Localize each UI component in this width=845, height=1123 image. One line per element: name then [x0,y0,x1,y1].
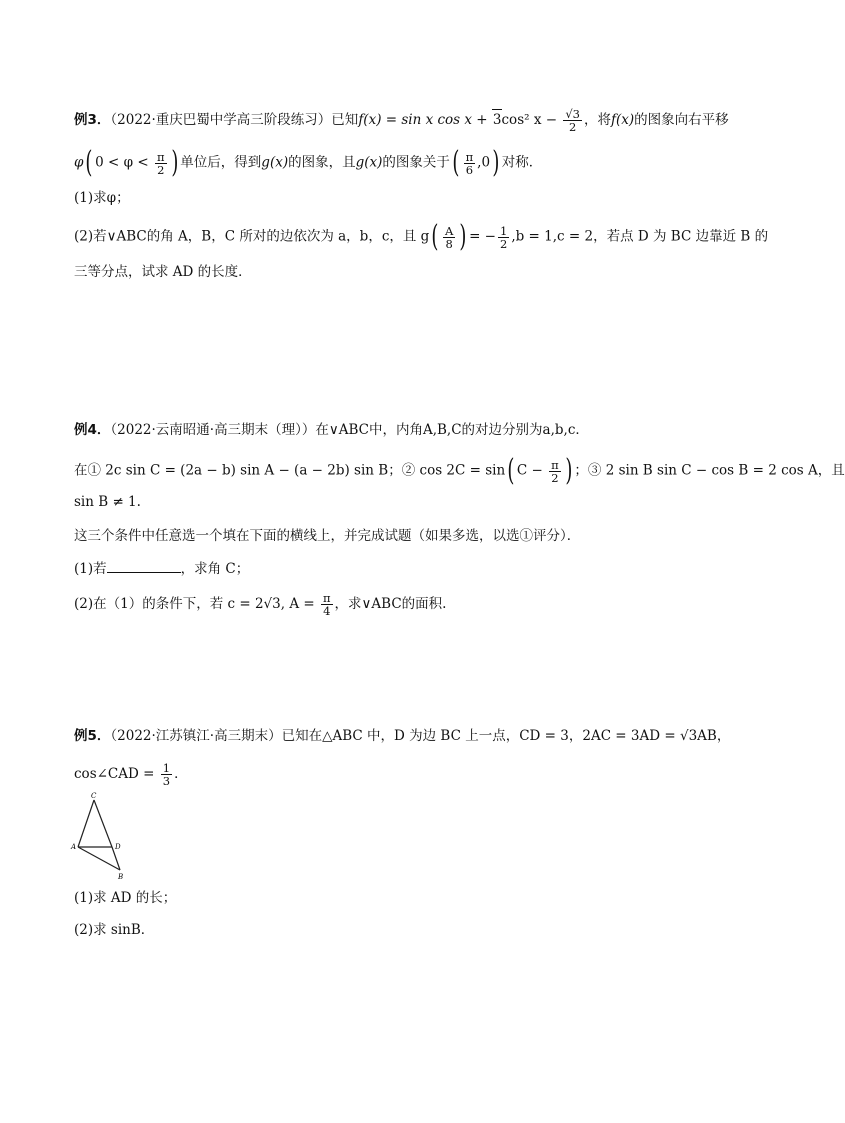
ex3-text3: 单位后，得到 [180,154,262,171]
ex3-1-2: $\frac{1}{2}$ [499,223,508,251]
ex3-source: （2022·重庆巴蜀中学高三阶段练习）已知 [110,112,359,128]
ex4-instruction: 这三个条件中任意选一个填在下面的横线上，并完成试题（如果多选，以选①评分）． [74,528,581,544]
ex3-q1: (1)求φ； [74,190,130,206]
ex4-line-2: 在① 2c sin C = (2a − b) sin A − (a − 2b) sin B；② cos 2C = sin( C − $\frac{\pi}{2}$ ) ；③ 2 sin B sin C − cos B = 2 cos A，且 [74,453,845,488]
ex5-line-1 [74,726,730,746]
ex3-pi-2: $\frac{\pi}{2}$ [157,149,165,177]
ex3-point-tail: ,0 [477,154,491,171]
ex4-sinb: sin B ≠ 1. [74,494,141,510]
ex3-gx: g(x) [261,154,289,171]
ex4-q1 [74,558,249,579]
ex4-label: 例4． [74,422,111,438]
ex4-fill-blank [107,558,181,573]
ex3-point: $\frac{\pi}{6}$ [465,149,474,177]
ex3-text4: 的图象，且 [288,154,356,171]
ex3-label: 例3． [74,112,111,128]
ex4-pi-2: $\frac{\pi}{2}$ [551,457,559,485]
ex4-q1a: (1)若 [74,561,107,577]
ex4-pi-4: $\frac{\pi}{4}$ [322,591,331,618]
ex3-text5: 的图象关于 [382,154,450,171]
ex5-cos-pre: cos∠CAD = [74,766,159,782]
ex3-gx2: g(x) [355,154,383,171]
ex3-line-2: φ( 0 < φ < $\frac{\pi}{2}$ ) 单位后，得到g(x)的图象，且g(x)的图象关于( $\frac{\pi}{6}$ ,0) 对称． [74,145,543,180]
ex3-cond: 0 < φ < [95,154,154,171]
ex3-q2-line-2: 三等分点，试求 AD 的长度． [74,264,252,280]
ex3-q2-eq: = − [469,228,496,245]
ex3-cos2: cos² x − [501,112,562,128]
ex4-q2b: ，求∨ABC的面积. [334,596,447,612]
ex3-q2a: (2)若∨ABC的角 A，B，C 所对的边依次为 a，b，c，且 g [74,228,430,245]
ex3-sqrt3: 3 [492,109,502,130]
fig-label-a: A [71,843,77,851]
ex3-text2: 的图象向右平移 [634,112,729,128]
ex4-q2a: (2)在（1）的条件下，若 c = 2√3, A = [74,596,319,612]
ex3-fx2: f(x) [610,112,635,128]
ex3-A-8: $\frac{A}{8}$ [445,223,454,251]
ex3-line-1 [74,108,729,133]
ex5-line-2 [74,762,188,787]
ex4-cond-c: C − [516,462,548,479]
ex3-q2-tail: ，若点 D 为 BC 边靠近 B 的 [593,228,769,245]
ex4-line-1 [74,420,589,440]
ex4-cond-post: ；③ 2 sin B sin C − cos B = 2 cos A，且 [574,462,845,479]
fig-label-b: B [118,873,124,881]
ex5-source: （2022·江苏镇江·高三期末）已知在△ABC 中，D 为边 BC 上一点，CD = 3，2AC = 3AD = √3AB， [110,728,731,744]
ex3-fx: f(x) = sin x cos x + [358,112,492,128]
ex5-cos-post: ． [174,766,188,782]
fig-label-c: C [91,792,97,800]
ex3-q2-line-1: (2)若∨ABC的角 A，B，C 所对的边依次为 a，b，c，且 g( $\frac{A}{8}$ ) = − $\frac{1}{2}$ ,b = 1,c = 2，若点 D 为 BC 边靠近 B 的 [74,219,769,254]
ex4-cond-pre: 在① 2c sin C = (2a − b) sin A − (a − 2b) sin B；② cos 2C = sin [74,462,506,479]
ex5-q2: (2)求 sinB． [74,922,155,938]
ex5-label: 例5． [74,728,111,744]
ex3-text1: ，将 [583,112,611,128]
fig-label-d: D [115,843,121,851]
ex4-q2 [74,592,446,617]
ex4-q1b: ，求角 C； [180,561,250,577]
ex5-q1: (1)求 AD 的长； [74,890,177,906]
ex3-text6: 对称． [501,154,543,171]
triangle-figure [70,792,130,882]
ex4-source: （2022·云南昭通·高三期末（理））在∨ABC中，内角A,B,C的对边分别为a,b,c． [110,422,589,438]
ex3-frac: $\frac{√3}{2}$ [565,107,580,134]
ex3-q2-b: ,b = 1,c = 2 [511,228,594,245]
ex5-1-3: $\frac{1}{3}$ [162,761,171,788]
ex3-phi: φ [74,154,84,171]
